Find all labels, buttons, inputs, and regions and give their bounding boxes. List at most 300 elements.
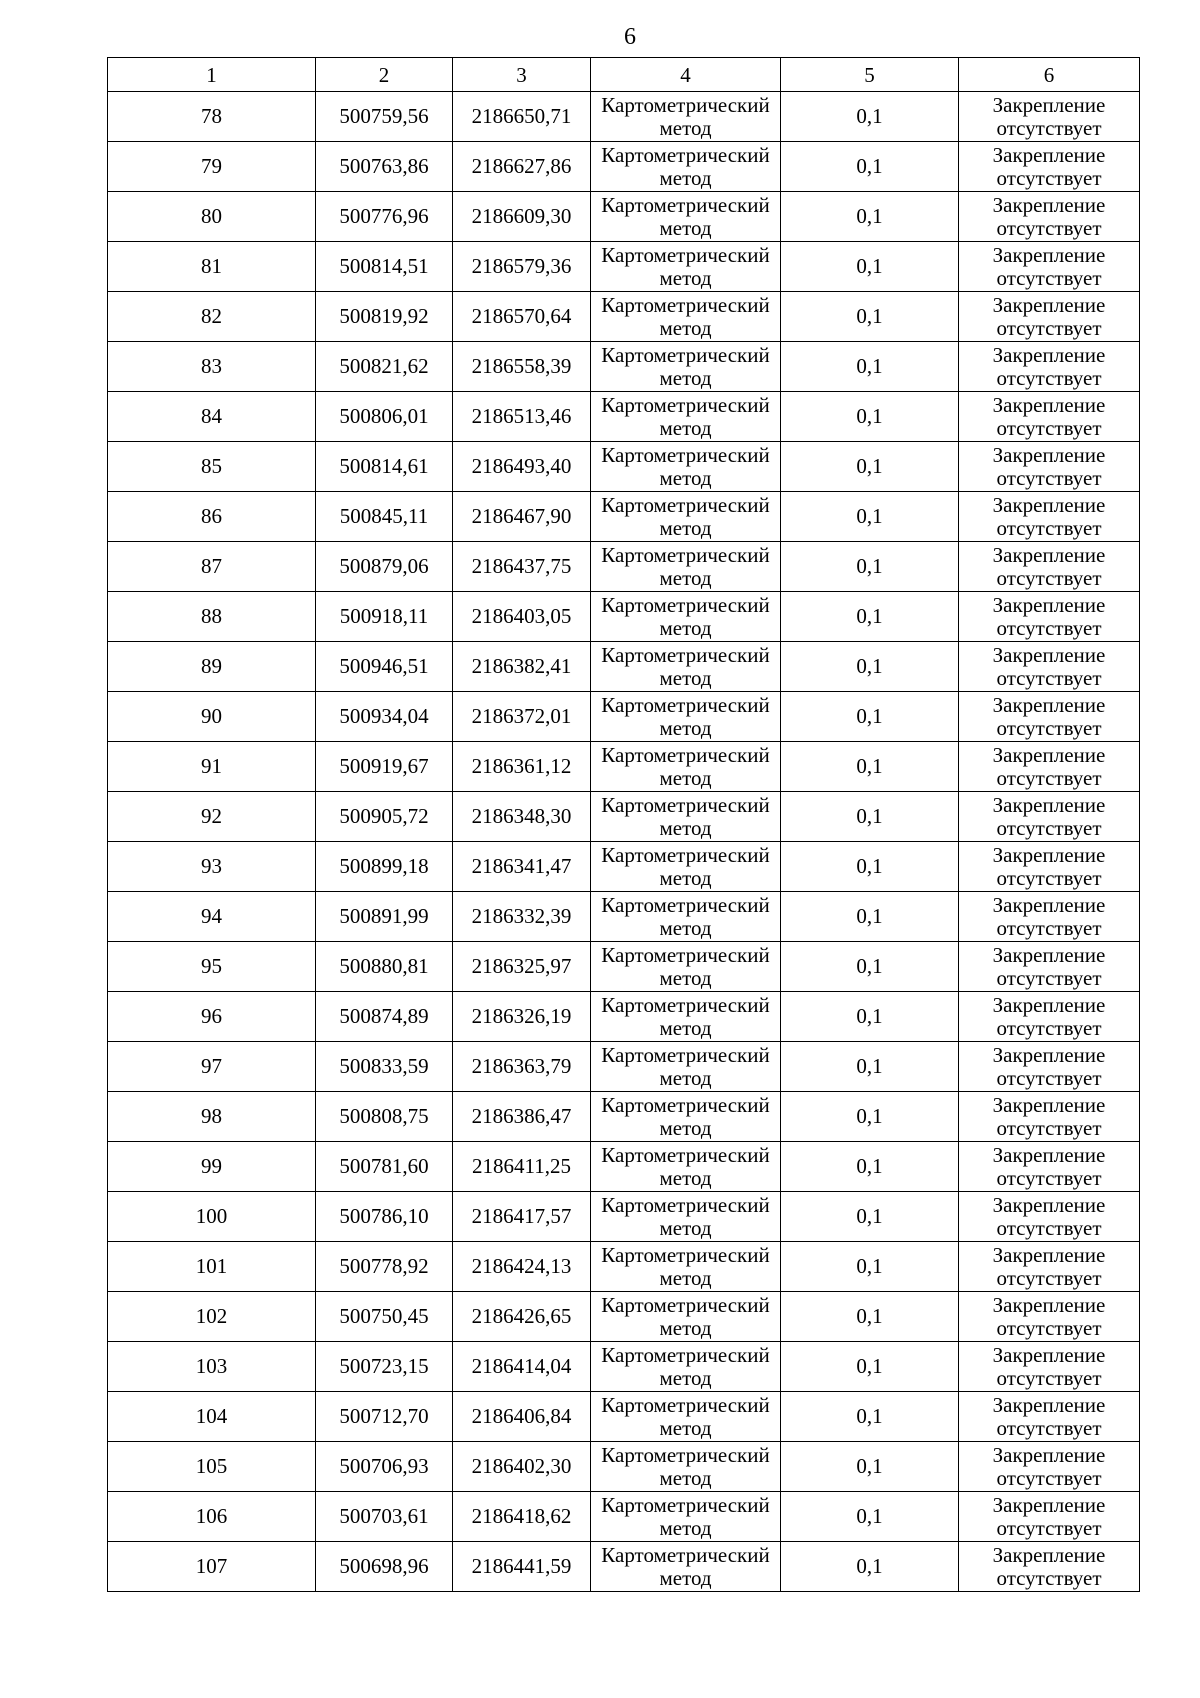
coordinate-x-cell: 500703,61 (316, 1492, 453, 1542)
point-number-cell: 101 (108, 1242, 316, 1292)
coordinate-x-cell: 500778,92 (316, 1242, 453, 1292)
fixation-cell-line-1: Закрепление (992, 1492, 1106, 1517)
fixation-cell-line-1: Закрепление (992, 192, 1106, 217)
method-cell-line-2: метод (659, 665, 712, 690)
method-cell-line-1: Картометрический (601, 1092, 770, 1117)
method-cell (591, 92, 781, 142)
table-row (108, 842, 1140, 892)
accuracy-cell: 0,1 (781, 1542, 959, 1592)
fixation-cell-line-1: Закрепление (992, 1142, 1106, 1167)
header-cell: 3 (453, 58, 591, 92)
coordinate-x-cell: 500806,01 (316, 392, 453, 442)
fixation-cell-line-1: Закрепление (992, 592, 1106, 617)
table-row (108, 1542, 1140, 1592)
fixation-cell (959, 92, 1140, 142)
coordinate-x-cell: 500814,51 (316, 242, 453, 292)
point-number-cell: 105 (108, 1442, 316, 1492)
table-row (108, 1292, 1140, 1342)
coordinate-y-cell: 2186406,84 (453, 1392, 591, 1442)
fixation-cell-line-2: отсутствует (996, 815, 1102, 840)
method-cell-line-1: Картометрический (601, 1242, 770, 1267)
method-cell-line-2: метод (659, 965, 712, 990)
coordinate-y-cell: 2186403,05 (453, 592, 591, 642)
point-number-cell: 107 (108, 1542, 316, 1592)
accuracy-cell: 0,1 (781, 1142, 959, 1192)
fixation-cell (959, 992, 1140, 1042)
coordinate-x-cell: 500946,51 (316, 642, 453, 692)
coordinate-x-cell: 500874,89 (316, 992, 453, 1042)
method-cell-line-1: Картометрический (601, 592, 770, 617)
header-cell: 1 (108, 58, 316, 92)
fixation-cell (959, 292, 1140, 342)
fixation-cell (959, 442, 1140, 492)
coordinate-y-cell: 2186386,47 (453, 1092, 591, 1142)
coordinate-y-cell: 2186363,79 (453, 1042, 591, 1092)
method-cell-line-2: метод (659, 1065, 712, 1090)
method-cell (591, 1092, 781, 1142)
fixation-cell-line-1: Закрепление (992, 1242, 1106, 1267)
method-cell (591, 1442, 781, 1492)
accuracy-cell: 0,1 (781, 392, 959, 442)
method-cell-line-2: метод (659, 215, 712, 240)
accuracy-cell: 0,1 (781, 1192, 959, 1242)
method-cell-line-1: Картометрический (601, 1292, 770, 1317)
fixation-cell (959, 1192, 1140, 1242)
fixation-cell-line-2: отсутствует (996, 865, 1102, 890)
method-cell-line-2: метод (659, 115, 712, 140)
fixation-cell-line-2: отсутствует (996, 515, 1102, 540)
method-cell-line-2: метод (659, 465, 712, 490)
table-row (108, 742, 1140, 792)
fixation-cell-line-2: отсутствует (996, 965, 1102, 990)
fixation-cell (959, 492, 1140, 542)
accuracy-cell: 0,1 (781, 792, 959, 842)
fixation-cell (959, 1292, 1140, 1342)
point-number-cell: 89 (108, 642, 316, 692)
method-cell-line-2: метод (659, 765, 712, 790)
fixation-cell (959, 542, 1140, 592)
method-cell-line-1: Картометрический (601, 742, 770, 767)
fixation-cell-line-2: отсутствует (996, 1115, 1102, 1140)
coordinate-y-cell: 2186426,65 (453, 1292, 591, 1342)
method-cell (591, 742, 781, 792)
method-cell-line-1: Картометрический (601, 992, 770, 1017)
method-cell (591, 842, 781, 892)
method-cell (591, 1492, 781, 1542)
method-cell-line-2: метод (659, 265, 712, 290)
method-cell (591, 492, 781, 542)
method-cell (591, 542, 781, 592)
table-body (108, 92, 1140, 1592)
table-row (108, 642, 1140, 692)
fixation-cell-line-1: Закрепление (992, 242, 1106, 267)
accuracy-cell: 0,1 (781, 592, 959, 642)
method-cell-line-1: Картометрический (601, 1142, 770, 1167)
coordinate-y-cell: 2186513,46 (453, 392, 591, 442)
coordinate-y-cell: 2186372,01 (453, 692, 591, 742)
fixation-cell-line-1: Закрепление (992, 792, 1106, 817)
accuracy-cell: 0,1 (781, 1242, 959, 1292)
coordinate-y-cell: 2186382,41 (453, 642, 591, 692)
point-number-cell: 81 (108, 242, 316, 292)
coordinate-x-cell: 500759,56 (316, 92, 453, 142)
point-number-cell: 94 (108, 892, 316, 942)
fixation-cell (959, 892, 1140, 942)
accuracy-cell: 0,1 (781, 1042, 959, 1092)
point-number-cell: 80 (108, 192, 316, 242)
fixation-cell-line-2: отсутствует (996, 1465, 1102, 1490)
coordinate-x-cell: 500750,45 (316, 1292, 453, 1342)
accuracy-cell: 0,1 (781, 1092, 959, 1142)
fixation-cell (959, 642, 1140, 692)
table-row (108, 1242, 1140, 1292)
point-number-cell: 99 (108, 1142, 316, 1192)
method-cell (591, 292, 781, 342)
table-row (108, 542, 1140, 592)
coordinate-y-cell: 2186341,47 (453, 842, 591, 892)
fixation-cell (959, 942, 1140, 992)
fixation-cell-line-1: Закрепление (992, 1192, 1106, 1217)
coordinate-y-cell: 2186417,57 (453, 1192, 591, 1242)
fixation-cell (959, 1042, 1140, 1092)
method-cell-line-2: метод (659, 915, 712, 940)
table-row (108, 692, 1140, 742)
fixation-cell-line-1: Закрепление (992, 1392, 1106, 1417)
method-cell-line-2: метод (659, 1315, 712, 1340)
coordinate-x-cell: 500706,93 (316, 1442, 453, 1492)
method-cell-line-2: метод (659, 1215, 712, 1240)
fixation-cell-line-2: отсутствует (996, 1365, 1102, 1390)
table-row (108, 1192, 1140, 1242)
table-row (108, 942, 1140, 992)
method-cell-line-1: Картометрический (601, 792, 770, 817)
coordinate-y-cell: 2186437,75 (453, 542, 591, 592)
table-row (108, 342, 1140, 392)
method-cell (591, 792, 781, 842)
method-cell-line-2: метод (659, 715, 712, 740)
coordinate-x-cell: 500899,18 (316, 842, 453, 892)
fixation-cell-line-2: отсутствует (996, 915, 1102, 940)
fixation-cell-line-2: отсутствует (996, 1515, 1102, 1540)
point-number-cell: 87 (108, 542, 316, 592)
point-number-cell: 103 (108, 1342, 316, 1392)
fixation-cell-line-2: отсутствует (996, 615, 1102, 640)
fixation-cell-line-2: отсутствует (996, 665, 1102, 690)
point-number-cell: 95 (108, 942, 316, 992)
accuracy-cell: 0,1 (781, 1342, 959, 1392)
method-cell-line-2: метод (659, 1515, 712, 1540)
coordinates-table (107, 57, 1140, 1592)
method-cell-line-1: Картометрический (601, 92, 770, 117)
coordinate-x-cell: 500821,62 (316, 342, 453, 392)
method-cell-line-1: Картометрический (601, 192, 770, 217)
fixation-cell (959, 1492, 1140, 1542)
method-cell (591, 642, 781, 692)
table-row (108, 1142, 1140, 1192)
table-row (108, 492, 1140, 542)
point-number-cell: 82 (108, 292, 316, 342)
fixation-cell-line-1: Закрепление (992, 1292, 1106, 1317)
fixation-cell (959, 1142, 1140, 1192)
point-number-cell: 100 (108, 1192, 316, 1242)
coordinate-x-cell: 500814,61 (316, 442, 453, 492)
point-number-cell: 86 (108, 492, 316, 542)
accuracy-cell: 0,1 (781, 92, 959, 142)
method-cell-line-1: Картометрический (601, 492, 770, 517)
coordinate-y-cell: 2186467,90 (453, 492, 591, 542)
method-cell-line-1: Картометрический (601, 1342, 770, 1367)
method-cell (591, 1042, 781, 1092)
accuracy-cell: 0,1 (781, 542, 959, 592)
method-cell (591, 142, 781, 192)
method-cell (591, 1342, 781, 1392)
method-cell (591, 892, 781, 942)
method-cell-line-1: Картометрический (601, 1042, 770, 1067)
method-cell-line-2: метод (659, 565, 712, 590)
table-row (108, 442, 1140, 492)
method-cell-line-1: Картометрический (601, 542, 770, 567)
coordinate-x-cell: 500786,10 (316, 1192, 453, 1242)
fixation-cell-line-2: отсутствует (996, 1215, 1102, 1240)
fixation-cell-line-1: Закрепление (992, 542, 1106, 567)
coordinate-x-cell: 500763,86 (316, 142, 453, 192)
method-cell (591, 242, 781, 292)
method-cell-line-1: Картометрический (601, 1542, 770, 1567)
method-cell (591, 442, 781, 492)
coordinate-x-cell: 500723,15 (316, 1342, 453, 1392)
header-cell: 6 (959, 58, 1140, 92)
point-number-cell: 97 (108, 1042, 316, 1092)
fixation-cell (959, 742, 1140, 792)
method-cell-line-2: метод (659, 815, 712, 840)
point-number-cell: 98 (108, 1092, 316, 1142)
accuracy-cell: 0,1 (781, 192, 959, 242)
fixation-cell (959, 1442, 1140, 1492)
fixation-cell-line-1: Закрепление (992, 492, 1106, 517)
coordinate-y-cell: 2186424,13 (453, 1242, 591, 1292)
method-cell-line-1: Картометрический (601, 842, 770, 867)
coordinate-y-cell: 2186493,40 (453, 442, 591, 492)
coordinate-x-cell: 500845,11 (316, 492, 453, 542)
accuracy-cell: 0,1 (781, 1392, 959, 1442)
method-cell (591, 1242, 781, 1292)
accuracy-cell: 0,1 (781, 692, 959, 742)
table-row (108, 292, 1140, 342)
coordinate-y-cell: 2186326,19 (453, 992, 591, 1042)
coordinate-x-cell: 500808,75 (316, 1092, 453, 1142)
method-cell-line-2: метод (659, 615, 712, 640)
fixation-cell-line-1: Закрепление (992, 642, 1106, 667)
fixation-cell-line-2: отсутствует (996, 1265, 1102, 1290)
method-cell-line-2: метод (659, 415, 712, 440)
method-cell (591, 342, 781, 392)
fixation-cell-line-1: Закрепление (992, 1442, 1106, 1467)
method-cell (591, 692, 781, 742)
fixation-cell (959, 192, 1140, 242)
accuracy-cell: 0,1 (781, 292, 959, 342)
method-cell-line-2: метод (659, 1465, 712, 1490)
coordinate-y-cell: 2186325,97 (453, 942, 591, 992)
point-number-cell: 90 (108, 692, 316, 742)
method-cell-line-2: метод (659, 515, 712, 540)
accuracy-cell: 0,1 (781, 442, 959, 492)
header-cell: 2 (316, 58, 453, 92)
coordinate-y-cell: 2186650,71 (453, 92, 591, 142)
fixation-cell-line-2: отсутствует (996, 1415, 1102, 1440)
table-row (108, 1342, 1140, 1392)
method-cell-line-2: метод (659, 1115, 712, 1140)
method-cell-line-1: Картометрический (601, 342, 770, 367)
fixation-cell (959, 142, 1140, 192)
fixation-cell-line-1: Закрепление (992, 1092, 1106, 1117)
table-row (108, 242, 1140, 292)
table-row (108, 1092, 1140, 1142)
point-number-cell: 91 (108, 742, 316, 792)
fixation-cell-line-1: Закрепление (992, 742, 1106, 767)
coordinate-x-cell: 500891,99 (316, 892, 453, 942)
method-cell-line-2: метод (659, 865, 712, 890)
method-cell (591, 992, 781, 1042)
accuracy-cell: 0,1 (781, 1442, 959, 1492)
accuracy-cell: 0,1 (781, 742, 959, 792)
fixation-cell-line-2: отсутствует (996, 365, 1102, 390)
point-number-cell: 83 (108, 342, 316, 392)
method-cell-line-1: Картометрический (601, 1492, 770, 1517)
fixation-cell-line-1: Закрепление (992, 392, 1106, 417)
coordinate-y-cell: 2186332,39 (453, 892, 591, 942)
coordinate-y-cell: 2186348,30 (453, 792, 591, 842)
fixation-cell-line-1: Закрепление (992, 842, 1106, 867)
fixation-cell-line-2: отсутствует (996, 165, 1102, 190)
fixation-cell (959, 1092, 1140, 1142)
accuracy-cell: 0,1 (781, 1492, 959, 1542)
coordinate-y-cell: 2186414,04 (453, 1342, 591, 1392)
fixation-cell-line-2: отсутствует (996, 1565, 1102, 1590)
fixation-cell (959, 592, 1140, 642)
table-row (108, 1392, 1140, 1442)
fixation-cell-line-1: Закрепление (992, 442, 1106, 467)
method-cell (591, 1192, 781, 1242)
coordinate-x-cell: 500833,59 (316, 1042, 453, 1092)
method-cell (591, 1292, 781, 1342)
table-row (108, 192, 1140, 242)
method-cell (591, 1392, 781, 1442)
point-number-cell: 104 (108, 1392, 316, 1442)
fixation-cell (959, 242, 1140, 292)
fixation-cell-line-2: отсутствует (996, 465, 1102, 490)
fixation-cell-line-2: отсутствует (996, 315, 1102, 340)
coordinate-y-cell: 2186558,39 (453, 342, 591, 392)
method-cell-line-2: метод (659, 1165, 712, 1190)
point-number-cell: 106 (108, 1492, 316, 1542)
method-cell (591, 1142, 781, 1192)
coordinate-x-cell: 500879,06 (316, 542, 453, 592)
method-cell-line-2: метод (659, 165, 712, 190)
header-cell: 5 (781, 58, 959, 92)
fixation-cell (959, 342, 1140, 392)
fixation-cell-line-1: Закрепление (992, 692, 1106, 717)
method-cell (591, 592, 781, 642)
coordinate-x-cell: 500919,67 (316, 742, 453, 792)
point-number-cell: 84 (108, 392, 316, 442)
coordinate-x-cell: 500776,96 (316, 192, 453, 242)
fixation-cell-line-2: отсутствует (996, 265, 1102, 290)
method-cell-line-2: метод (659, 315, 712, 340)
table-row (108, 1492, 1140, 1542)
method-cell-line-1: Картометрический (601, 642, 770, 667)
coordinate-x-cell: 500819,92 (316, 292, 453, 342)
method-cell-line-1: Картометрический (601, 942, 770, 967)
coordinate-x-cell: 500712,70 (316, 1392, 453, 1442)
method-cell-line-2: метод (659, 1565, 712, 1590)
coordinate-x-cell: 500698,96 (316, 1542, 453, 1592)
fixation-cell-line-2: отсутствует (996, 115, 1102, 140)
method-cell (591, 192, 781, 242)
method-cell-line-1: Картометрический (601, 1192, 770, 1217)
fixation-cell-line-2: отсутствует (996, 1015, 1102, 1040)
fixation-cell (959, 842, 1140, 892)
coordinate-y-cell: 2186609,30 (453, 192, 591, 242)
method-cell-line-1: Картометрический (601, 142, 770, 167)
fixation-cell-line-2: отсутствует (996, 415, 1102, 440)
method-cell (591, 1542, 781, 1592)
table-row (108, 1042, 1140, 1092)
fixation-cell (959, 1342, 1140, 1392)
fixation-cell-line-1: Закрепление (992, 1342, 1106, 1367)
table-row (108, 892, 1140, 942)
table-header-row (108, 58, 1140, 92)
coordinate-y-cell: 2186441,59 (453, 1542, 591, 1592)
point-number-cell: 93 (108, 842, 316, 892)
point-number-cell: 96 (108, 992, 316, 1042)
header-cell: 4 (591, 58, 781, 92)
method-cell-line-2: метод (659, 1015, 712, 1040)
method-cell-line-1: Картометрический (601, 392, 770, 417)
coordinate-y-cell: 2186579,36 (453, 242, 591, 292)
method-cell-line-2: метод (659, 365, 712, 390)
point-number-cell: 88 (108, 592, 316, 642)
table-row (108, 1442, 1140, 1492)
accuracy-cell: 0,1 (781, 342, 959, 392)
accuracy-cell: 0,1 (781, 492, 959, 542)
coordinate-y-cell: 2186361,12 (453, 742, 591, 792)
point-number-cell: 78 (108, 92, 316, 142)
coordinate-x-cell: 500880,81 (316, 942, 453, 992)
fixation-cell-line-1: Закрепление (992, 892, 1106, 917)
fixation-cell-line-2: отсутствует (996, 215, 1102, 240)
coordinate-y-cell: 2186411,25 (453, 1142, 591, 1192)
fixation-cell (959, 1242, 1140, 1292)
coordinate-y-cell: 2186418,62 (453, 1492, 591, 1542)
method-cell-line-2: метод (659, 1265, 712, 1290)
coordinate-x-cell: 500918,11 (316, 592, 453, 642)
point-number-cell: 85 (108, 442, 316, 492)
coordinate-y-cell: 2186627,86 (453, 142, 591, 192)
fixation-cell-line-2: отсутствует (996, 715, 1102, 740)
coordinate-y-cell: 2186402,30 (453, 1442, 591, 1492)
method-cell-line-1: Картометрический (601, 892, 770, 917)
method-cell (591, 942, 781, 992)
method-cell-line-1: Картометрический (601, 1392, 770, 1417)
fixation-cell-line-1: Закрепление (992, 292, 1106, 317)
coordinate-x-cell: 500905,72 (316, 792, 453, 842)
accuracy-cell: 0,1 (781, 242, 959, 292)
fixation-cell (959, 692, 1140, 742)
fixation-cell (959, 1392, 1140, 1442)
method-cell-line-1: Картометрический (601, 692, 770, 717)
fixation-cell-line-1: Закрепление (992, 92, 1106, 117)
table-row (108, 792, 1140, 842)
